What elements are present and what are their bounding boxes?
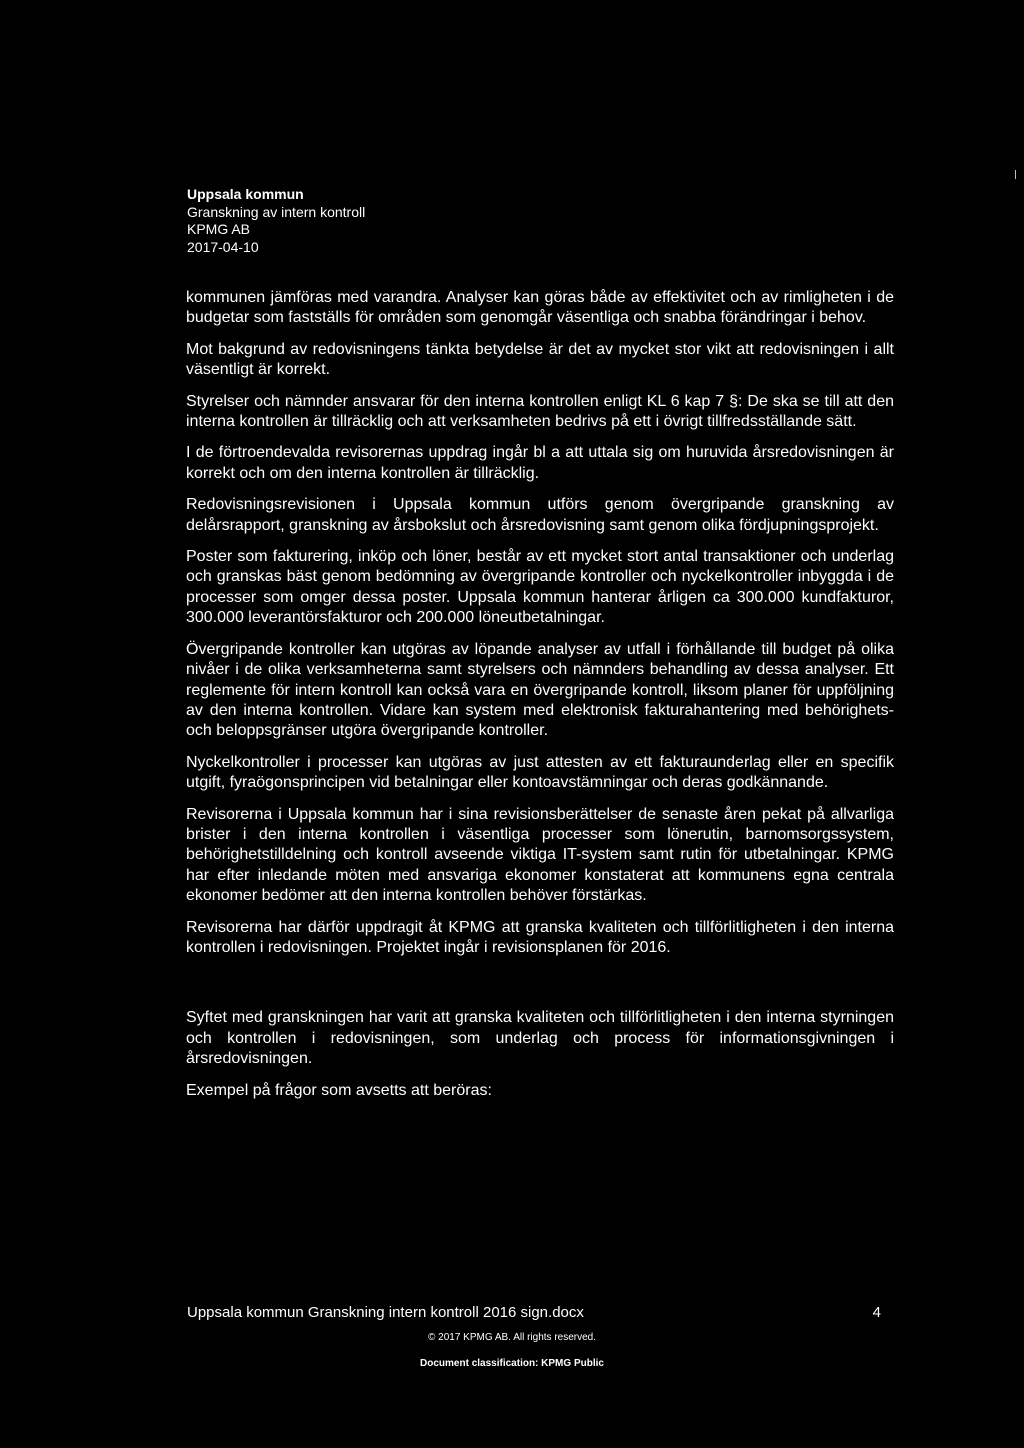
paragraph: Övergripande kontroller kan utgöras av löpande analyser av utfall i förhållande till budget på olika nivåer i de olika verksamheterna samt styrelsers och nämnders behandling av dessa analyser. Ett reglemente för intern kontroll kan också vara en övergripande kontroll, liksom planer för uppföljning av den interna kontrollen. Vidare kan system med elektronisk fakturahantering med behörighets- och beloppsgränser utgöra övergripande kontroller.: [186, 640, 894, 740]
paragraph: Nyckelkontroller i processer kan utgöras av just attesten av ett fakturaunderlag eller en specifik utgift, fyraögonsprincipen vid betalningar eller kontoavstämningar och deras godkännande.: [186, 753, 894, 792]
footer-copyright: © 2017 KPMG AB. All rights reserved.: [428, 1332, 596, 1343]
header-date: 2017-04-10: [187, 238, 259, 255]
paragraph: I de förtroendevalda revisorernas uppdrag ingår bl a att uttala sig om huruvida årsredovisningen är korrekt och om den interna kontrollen är tillräcklig.: [186, 444, 894, 482]
paragraph: Revisorerna i Uppsala kommun har i sina revisionsberättelser de senaste åren pekat på allvarliga brister i den interna kontrollen i väsentliga processer som lönerutin, barnomsorgssystem, behörighetstilldelning och kontroll avseende viktiga IT-system samt rutin för utbetalningar. KPMG har efter inledande möten med ansvariga ekonomer konstaterat att kommunens egna centrala ekonomer bedömer att den interna kontrollen behöver förstärkas.: [186, 805, 894, 905]
paragraph: kommunen jämföras med varandra. Analyser kan göras både av effektivitet och av rimligheten i de budgetar som fastställs för områden som genomgår väsentliga och snabba förändringar i behov.: [186, 289, 894, 327]
paragraph: Syftet med granskningen har varit att granska kvaliteten och tillförlitligheten i den interna styrningen och kontrollen i redovisningen, som underlag och process för informationsgivningen i årsredovisningen.: [186, 1009, 894, 1068]
scan-mark: [1015, 170, 1016, 179]
footer-classification: Document classification: KPMG Public: [420, 1358, 604, 1369]
page-header: [187, 186, 365, 256]
footer-page-number: 4: [872, 1304, 881, 1321]
paragraph: Exempel på frågor som avsetts att beröras:: [186, 1081, 492, 1099]
header-organization: Uppsala kommun: [187, 186, 304, 202]
footer-document-name: Uppsala kommun Granskning intern kontroll 2016 sign.docx: [187, 1304, 584, 1321]
document-body: [186, 288, 894, 1112]
section-gap: [186, 969, 894, 1008]
paragraph: Poster som fakturering, inköp och löner, består av ett mycket stort antal transaktioner och underlag och granskas bäst genom bedömning av övergripande kontroller och nyckelkontroller inbyggda i de processer som omger dessa poster. Uppsala kommun hanterar årligen ca 300.000 kundfakturor, 300.000 leverantörsfakturor och 200.000 löneutbetalningar.: [186, 548, 894, 627]
paragraph: Revisorerna har därför uppdragit åt KPMG att granska kvaliteten och tillförlitligheten i den interna kontrollen i redovisningen. Projektet ingår i revisionsplanen för 2016.: [186, 918, 894, 956]
header-firm: KPMG AB: [187, 221, 251, 237]
paragraph: Redovisningsrevisionen i Uppsala kommun utförs genom övergripande granskning av delårsrapport, granskning av årsbokslut och årsredovisning samt genom olika fördjupningsprojekt.: [186, 496, 894, 534]
paragraph: Styrelser och nämnder ansvarar för den interna kontrollen enligt KL 6 kap 7 §: De ska se till att den interna kontrollen är tillräcklig och att verksamheten bedrivs på ett i övrigt tillfredsställande sätt.: [186, 392, 894, 431]
paragraph: Mot bakgrund av redovisningens tänkta betydelse är det av mycket stor vikt att redovisningen i allt väsentligt är korrekt.: [186, 340, 894, 379]
header-report-title: Granskning av intern kontroll: [187, 203, 366, 220]
